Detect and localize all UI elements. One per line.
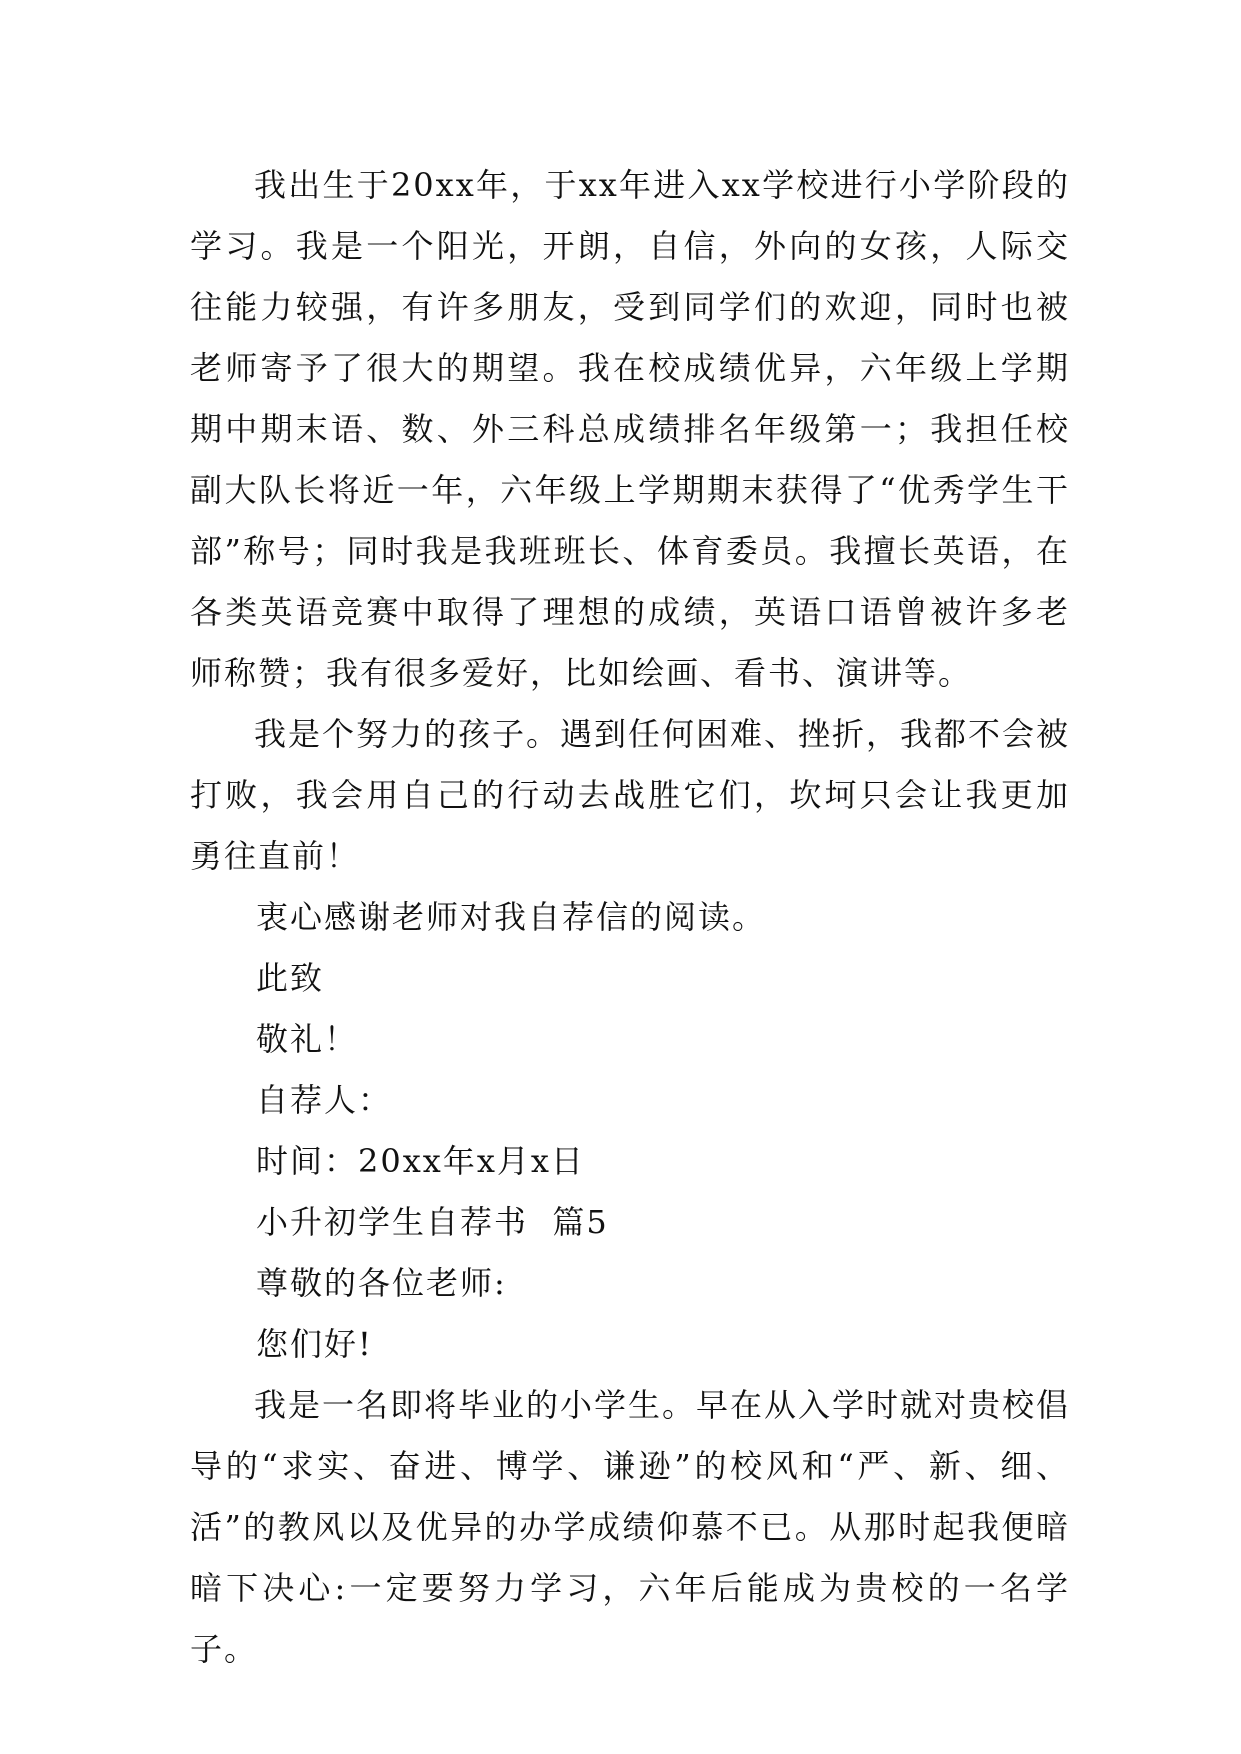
section-title: 小升初学生自荐书 篇5: [256, 1203, 609, 1241]
greeting-line: 您们好!: [256, 1325, 373, 1363]
paragraph-effort: 我是个努力的孩子。遇到任何困难、挫折，我都不会被打败，我会用自己的行动去战胜它们，坎坷只会让我更加勇往直前！: [190, 715, 1071, 875]
signer-line: 自荐人：: [256, 1081, 393, 1119]
date-line: 时间：20xx年x月x日: [256, 1142, 585, 1180]
thanks-line: 衷心感谢老师对我自荐信的阅读。: [256, 898, 767, 936]
closing-line-1: 此致: [256, 959, 325, 997]
document-body: [190, 155, 1070, 1680]
closing-line-2: 敬礼！: [256, 1020, 359, 1058]
paragraph-self-intro: 我出生于20xx年，于xx年进入xx学校进行小学阶段的学习。我是一个阳光，开朗，自信，外向的女孩，人际交往能力较强，有许多朋友，受到同学们的欢迎，同时也被老师寄予了很大的期望。我在校成绩优异，六年级上学期期中期末语、数、外三科总成绩排名年级第一；我担任校副大队长将近一年，六年级上学期期末获得了“优秀学生干部”称号；同时我是我班班长、体育委员。我擅长英语，在各类英语竞赛中取得了理想的成绩，英语口语曾被许多老师称赞；我有很多爱好，比如绘画、看书、演讲等。: [190, 166, 1070, 692]
salutation-line: 尊敬的各位老师:: [256, 1264, 507, 1302]
paragraph-admiration: 我是一名即将毕业的小学生。早在从入学时就对贵校倡导的“求实、奋进、博学、谦逊”的校风和“严、新、细、活”的教风以及优异的办学成绩仰慕不已。从那时起我便暗暗下决心:一定要努力学习，六年后能成为贵校的一名学子。: [190, 1386, 1071, 1668]
